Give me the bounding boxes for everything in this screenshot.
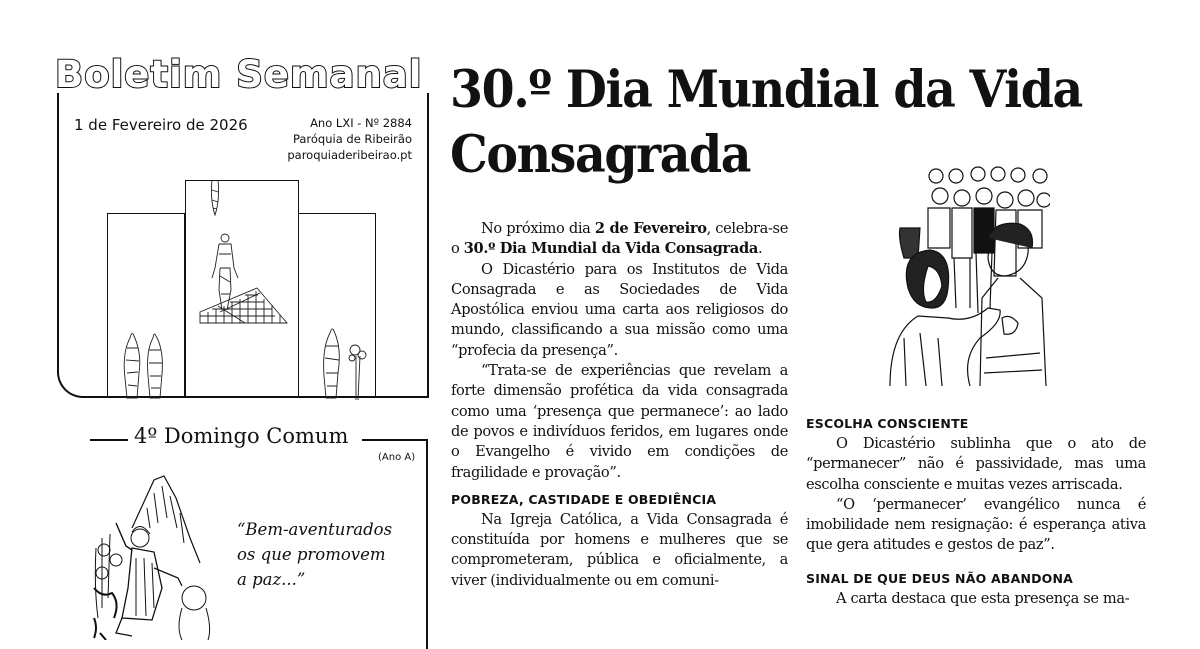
intro-text: . [757, 240, 763, 258]
church-building-illustration-icon [100, 178, 390, 400]
parish-website[interactable]: paroquiaderibeirao.pt [287, 148, 412, 162]
article-paragraph: “O ‘permanecer’ evangélico nunca é imobilidade nem resignação: é esperança ativa que gera atitudes e gestos de paz”. [806, 495, 1146, 554]
section-heading: ESCOLHA CONSCIENTE [806, 416, 969, 431]
article-intro [451, 219, 788, 260]
parish-name: Paróquia de Ribeirão [292, 132, 412, 146]
liturgical-year: (Ano A) [378, 452, 416, 463]
sermon-on-the-mount-illustration-icon [92, 468, 220, 640]
bulletin-title: Boletim Semanal [55, 53, 423, 96]
article-paragraph: A carta destaca que esta presença se ma- [836, 589, 1130, 607]
section-heading: SINAL DE QUE DEUS NÃO ABANDONA [806, 570, 1074, 586]
sunday-quote [237, 517, 417, 592]
article-paragraph: O Dicastério sublinha que o ato de “permanecer” não é passividade, mas uma escolha consciente e muitas vezes arriscada. [806, 435, 1146, 493]
headline-line-2: Consagrada [450, 125, 751, 185]
article-paragraph: O Dicastério para os Institutos de Vida Consagrada e as Sociedades de Vida Apostólica enviou uma carta aos religiosos do mundo, classificando a sua missão como uma “profecia da presença”. [451, 260, 788, 359]
intro-date-bold: 2 de Fevereiro [594, 220, 707, 237]
intro-text: No próximo dia [481, 220, 595, 237]
quote-line: a paz...” [237, 570, 306, 589]
sunday-title: 4º Domingo Comum [134, 424, 349, 448]
quote-line: os que promovem [237, 545, 386, 564]
headline-line-1: 30.º Dia Mundial da Vida [450, 60, 1082, 120]
issue-number: Ano LXI - Nº 2884 [310, 116, 412, 130]
article-paragraph: Na Igreja Católica, a Vida Consagrada é constituída por homens e mulheres que se comprometeram, pública e oficialmente, a viver (individualmente ou em comuni- [451, 510, 788, 589]
intro-event-bold: 30.º Dia Mundial da Vida Consagrada [463, 240, 758, 258]
section-heading: POBREZA, CASTIDADE E OBEDIÊNCIA [451, 491, 717, 507]
article-paragraph: “Trata-se de experiências que revelam a forte dimensão profética da vida consagrada como uma ‘presença que permanece’: ao lado de povos e indivíduos feridos, em lugares onde o Evangelho é vivido em condições de fragilidade e provação”. [451, 362, 788, 481]
bulletin-date: 1 de Fevereiro de 2026 [74, 116, 248, 134]
jesus-consoling-man-illustration-icon [870, 158, 1050, 386]
bulletin-meta [287, 115, 412, 163]
article-column-2 [806, 415, 1146, 609]
article-column-1 [451, 219, 788, 591]
intro-text: , celebra-se o [451, 220, 788, 258]
quote-line: “Bem-aventurados [237, 520, 393, 539]
sunday-heading-rule [90, 439, 128, 441]
